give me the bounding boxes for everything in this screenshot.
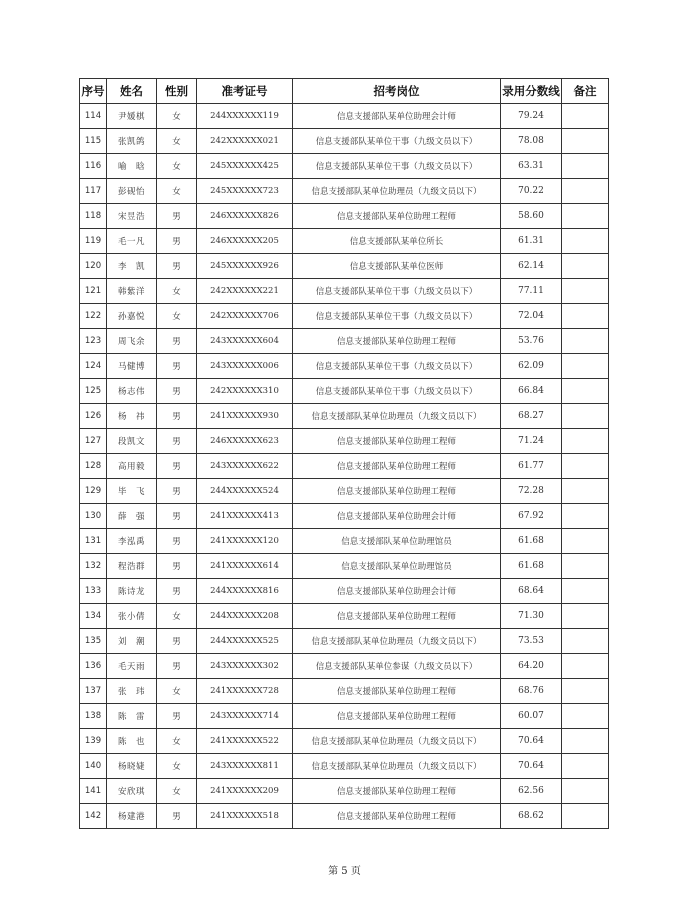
cell-exam-id: 244XXXXXX119 [197,104,293,129]
cell-remark [562,429,609,454]
table-row [80,129,609,154]
cell-gender: 女 [157,104,197,129]
table-row [80,179,609,204]
cell-position: 信息支援部队某单位助理员（九级文员以下） [293,179,501,204]
cell-exam-id: 241XXXXXX930 [197,404,293,429]
cell-gender: 男 [157,329,197,354]
cell-remark [562,404,609,429]
cell-name: 宋昱浩 [107,204,157,229]
table-row [80,754,609,779]
cell-remark [562,679,609,704]
header-name: 姓名 [107,79,157,104]
table-row [80,354,609,379]
cell-remark [562,154,609,179]
table-row [80,804,609,829]
cell-position: 信息支援部队某单位助理工程师 [293,704,501,729]
cell-position: 信息支援部队某单位助理馆员 [293,554,501,579]
cell-name: 杨志伟 [107,379,157,404]
table-row [80,529,609,554]
cell-position: 信息支援部队某单位助理工程师 [293,454,501,479]
cell-exam-id: 245XXXXXX926 [197,254,293,279]
cell-position: 信息支援部队某单位助理工程师 [293,804,501,829]
cell-name: 张凯鸽 [107,129,157,154]
admission-score-table [79,78,609,829]
cell-exam-id: 241XXXXXX518 [197,804,293,829]
cell-gender: 男 [157,479,197,504]
cell-exam-id: 244XXXXXX208 [197,604,293,629]
table-row [80,404,609,429]
table-row [80,154,609,179]
cell-position: 信息支援部队某单位参谋（九级文员以下） [293,654,501,679]
table-row [80,579,609,604]
cell-name: 喻 晗 [107,154,157,179]
cell-gender: 男 [157,504,197,529]
cell-gender: 男 [157,629,197,654]
cell-position: 信息支援部队某单位助理员（九级文员以下） [293,404,501,429]
cell-score: 77.11 [501,279,562,304]
cell-gender: 男 [157,379,197,404]
cell-remark [562,329,609,354]
cell-exam-id: 246XXXXXX205 [197,229,293,254]
cell-name: 陈诗龙 [107,579,157,604]
cell-exam-id: 241XXXXXX522 [197,729,293,754]
cell-remark [562,704,609,729]
cell-index: 133 [80,579,107,604]
cell-name: 马健博 [107,354,157,379]
table-row [80,304,609,329]
cell-remark [562,104,609,129]
table-row [80,729,609,754]
table-row [80,429,609,454]
cell-gender: 男 [157,229,197,254]
cell-gender: 女 [157,754,197,779]
cell-gender: 女 [157,129,197,154]
cell-score: 62.56 [501,779,562,804]
cell-remark [562,779,609,804]
header-remark: 备注 [562,79,609,104]
cell-name: 程浩群 [107,554,157,579]
cell-position: 信息支援部队某单位助理工程师 [293,479,501,504]
cell-score: 61.68 [501,554,562,579]
cell-position: 信息支援部队某单位助理会计师 [293,104,501,129]
cell-score: 58.60 [501,204,562,229]
cell-remark [562,804,609,829]
header-score: 录用分数线 [501,79,562,104]
cell-position: 信息支援部队某单位干事（九级文员以下） [293,279,501,304]
cell-score: 62.09 [501,354,562,379]
cell-gender: 女 [157,779,197,804]
table-row [80,604,609,629]
cell-exam-id: 246XXXXXX623 [197,429,293,454]
cell-name: 毛天雨 [107,654,157,679]
cell-position: 信息支援部队某单位助理工程师 [293,329,501,354]
cell-score: 68.76 [501,679,562,704]
cell-exam-id: 243XXXXXX604 [197,329,293,354]
cell-remark [562,379,609,404]
cell-index: 127 [80,429,107,454]
cell-position: 信息支援部队某单位助理工程师 [293,429,501,454]
cell-index: 117 [80,179,107,204]
cell-remark [562,529,609,554]
cell-score: 53.76 [501,329,562,354]
cell-score: 71.30 [501,604,562,629]
cell-exam-id: 242XXXXXX221 [197,279,293,304]
header-index: 序号 [80,79,107,104]
cell-gender: 女 [157,679,197,704]
table-row [80,279,609,304]
cell-exam-id: 242XXXXXX021 [197,129,293,154]
cell-exam-id: 242XXXXXX310 [197,379,293,404]
table-row [80,379,609,404]
table-row [80,704,609,729]
cell-gender: 男 [157,554,197,579]
table-row [80,254,609,279]
cell-gender: 男 [157,704,197,729]
cell-index: 140 [80,754,107,779]
cell-index: 121 [80,279,107,304]
cell-gender: 男 [157,654,197,679]
cell-position: 信息支援部队某单位助理馆员 [293,529,501,554]
cell-name: 李泓禹 [107,529,157,554]
cell-remark [562,354,609,379]
cell-score: 63.31 [501,154,562,179]
cell-name: 周飞余 [107,329,157,354]
cell-remark [562,454,609,479]
cell-remark [562,604,609,629]
cell-exam-id: 242XXXXXX706 [197,304,293,329]
cell-remark [562,279,609,304]
cell-exam-id: 245XXXXXX425 [197,154,293,179]
table-row [80,504,609,529]
table-row [80,104,609,129]
cell-gender: 男 [157,579,197,604]
cell-score: 62.14 [501,254,562,279]
cell-exam-id: 243XXXXXX622 [197,454,293,479]
cell-position: 信息支援部队某单位干事（九级文员以下） [293,304,501,329]
cell-name: 彭砚怡 [107,179,157,204]
cell-index: 123 [80,329,107,354]
cell-remark [562,554,609,579]
cell-score: 67.92 [501,504,562,529]
cell-index: 125 [80,379,107,404]
cell-score: 72.04 [501,304,562,329]
cell-gender: 女 [157,154,197,179]
cell-name: 段凯文 [107,429,157,454]
cell-index: 142 [80,804,107,829]
cell-exam-id: 241XXXXXX614 [197,554,293,579]
cell-index: 128 [80,454,107,479]
header-position: 招考岗位 [293,79,501,104]
cell-remark [562,129,609,154]
cell-name: 薛 强 [107,504,157,529]
cell-position: 信息支援部队某单位助理工程师 [293,604,501,629]
cell-remark [562,229,609,254]
cell-index: 138 [80,704,107,729]
cell-exam-id: 243XXXXXX302 [197,654,293,679]
cell-exam-id: 245XXXXXX723 [197,179,293,204]
cell-index: 120 [80,254,107,279]
cell-gender: 男 [157,529,197,554]
cell-name: 韩紫洋 [107,279,157,304]
cell-remark [562,179,609,204]
cell-name: 安欣琪 [107,779,157,804]
cell-score: 68.64 [501,579,562,604]
cell-name: 毛一凡 [107,229,157,254]
cell-exam-id: 241XXXXXX120 [197,529,293,554]
cell-name: 陈 雷 [107,704,157,729]
cell-index: 130 [80,504,107,529]
header-exam-id: 准考证号 [197,79,293,104]
cell-score: 64.20 [501,654,562,679]
cell-index: 141 [80,779,107,804]
cell-position: 信息支援部队某单位助理员（九级文员以下） [293,729,501,754]
cell-score: 70.22 [501,179,562,204]
table-row [80,204,609,229]
cell-position: 信息支援部队某单位干事（九级文员以下） [293,129,501,154]
table-row [80,654,609,679]
cell-gender: 女 [157,179,197,204]
cell-exam-id: 244XXXXXX525 [197,629,293,654]
cell-score: 70.64 [501,729,562,754]
cell-score: 73.53 [501,629,562,654]
cell-index: 124 [80,354,107,379]
cell-gender: 女 [157,304,197,329]
cell-remark [562,254,609,279]
cell-exam-id: 244XXXXXX816 [197,579,293,604]
cell-name: 孙嘉悦 [107,304,157,329]
cell-index: 137 [80,679,107,704]
cell-score: 61.77 [501,454,562,479]
cell-gender: 男 [157,204,197,229]
cell-remark [562,754,609,779]
cell-position: 信息支援部队某单位助理工程师 [293,779,501,804]
cell-position: 信息支援部队某单位助理员（九级文员以下） [293,629,501,654]
cell-index: 118 [80,204,107,229]
cell-exam-id: 244XXXXXX524 [197,479,293,504]
cell-index: 135 [80,629,107,654]
cell-score: 61.31 [501,229,562,254]
table-row [80,779,609,804]
cell-index: 116 [80,154,107,179]
cell-name: 张 玮 [107,679,157,704]
cell-remark [562,204,609,229]
cell-name: 张小倩 [107,604,157,629]
cell-gender: 男 [157,454,197,479]
cell-position: 信息支援部队某单位医师 [293,254,501,279]
cell-name: 杨晓婕 [107,754,157,779]
cell-index: 126 [80,404,107,429]
cell-gender: 男 [157,804,197,829]
cell-index: 134 [80,604,107,629]
cell-score: 66.84 [501,379,562,404]
cell-score: 68.62 [501,804,562,829]
cell-exam-id: 241XXXXXX728 [197,679,293,704]
header-gender: 性别 [157,79,197,104]
table-row [80,479,609,504]
cell-name: 毕 飞 [107,479,157,504]
cell-index: 136 [80,654,107,679]
cell-index: 115 [80,129,107,154]
cell-index: 129 [80,479,107,504]
table-row [80,454,609,479]
cell-position: 信息支援部队某单位干事（九级文员以下） [293,354,501,379]
cell-index: 132 [80,554,107,579]
cell-exam-id: 243XXXXXX811 [197,754,293,779]
cell-remark [562,479,609,504]
cell-position: 信息支援部队某单位所长 [293,229,501,254]
cell-position: 信息支援部队某单位干事（九级文员以下） [293,379,501,404]
cell-exam-id: 243XXXXXX714 [197,704,293,729]
cell-name: 李 凯 [107,254,157,279]
cell-index: 119 [80,229,107,254]
table-row [80,229,609,254]
cell-position: 信息支援部队某单位助理会计师 [293,579,501,604]
page-number: 第 5 页 [328,866,361,877]
cell-score: 72.28 [501,479,562,504]
cell-remark [562,729,609,754]
cell-remark [562,304,609,329]
cell-name: 杨建港 [107,804,157,829]
cell-index: 131 [80,529,107,554]
table-body [80,104,609,829]
cell-position: 信息支援部队某单位助理工程师 [293,204,501,229]
cell-score: 68.27 [501,404,562,429]
table-row [80,629,609,654]
cell-score: 61.68 [501,529,562,554]
cell-exam-id: 243XXXXXX006 [197,354,293,379]
cell-score: 71.24 [501,429,562,454]
cell-index: 122 [80,304,107,329]
cell-gender: 男 [157,254,197,279]
cell-index: 114 [80,104,107,129]
cell-gender: 男 [157,354,197,379]
cell-name: 陈 也 [107,729,157,754]
cell-position: 信息支援部队某单位助理工程师 [293,679,501,704]
cell-remark [562,579,609,604]
cell-score: 70.64 [501,754,562,779]
cell-name: 刘 潮 [107,629,157,654]
cell-gender: 男 [157,429,197,454]
cell-remark [562,629,609,654]
cell-gender: 男 [157,404,197,429]
cell-name: 高用毅 [107,454,157,479]
cell-name: 杨 祎 [107,404,157,429]
cell-position: 信息支援部队某单位助理会计师 [293,504,501,529]
cell-name: 尹媛棋 [107,104,157,129]
table-row [80,554,609,579]
cell-exam-id: 241XXXXXX413 [197,504,293,529]
table-row [80,679,609,704]
cell-gender: 女 [157,279,197,304]
cell-score: 78.08 [501,129,562,154]
table-header [80,79,609,104]
cell-remark [562,654,609,679]
cell-exam-id: 246XXXXXX826 [197,204,293,229]
table-row [80,329,609,354]
cell-position: 信息支援部队某单位干事（九级文员以下） [293,154,501,179]
cell-exam-id: 241XXXXXX209 [197,779,293,804]
header-row [80,79,609,104]
cell-position: 信息支援部队某单位助理员（九级文员以下） [293,754,501,779]
cell-gender: 女 [157,604,197,629]
cell-index: 139 [80,729,107,754]
cell-remark [562,504,609,529]
cell-gender: 女 [157,729,197,754]
cell-score: 60.07 [501,704,562,729]
cell-score: 79.24 [501,104,562,129]
